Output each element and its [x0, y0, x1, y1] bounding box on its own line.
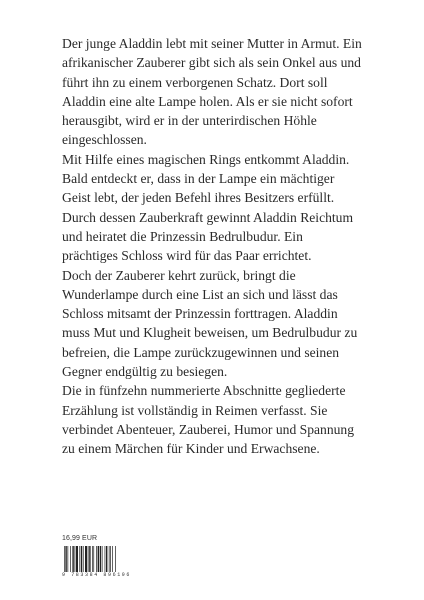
blurb-paragraph: Mit Hilfe eines magischen Rings entkommt Aladdin. Bald entdeckt er, dass in der Lampe ein mächtiger Geist lebt, der jeden Befehl ihres Besitzers erfüllt. Durch dessen Zauberkraft gewinnt Aladdin Reichtum und heiratet die Prinzessin Bedrulbudur. Ein prächtiges Schloss wird für das Paar errichtet. [62, 151, 354, 264]
blurb-paragraph: Die in fünfzehn nummerierte Abschnitte gegliederte Erzählung ist vollständig in Reimen verfasst. Sie verbindet Abenteuer, Zauberei, Humor und Spannung zu einem Märchen für Kinder und Erwachsene. [62, 383, 355, 457]
price-label: 16,99 EUR [62, 535, 98, 542]
blurb-paragraph: Der junge Aladdin lebt mit seiner Mutter in Armut. Ein afrikanischer Zauberer gibt sich als sein Onkel aus und führt ihn zu einem verborgenen Schatz. Dort soll Aladdin eine alte Lampe holen. Als er sie nicht sofort herausgibt, wird er in der unterirdischen Höhle eingeschlossen. [62, 36, 362, 148]
blurb-paragraph: Doch der Zauberer kehrt zurück, bringt die Wunderlampe durch eine List an sich und lässt das Schloss mitsamt der Prinzessin forttragen. Aladdin muss Mut und Klugheit beweisen, um Bedrulbudur zu befreien, die Lampe zurückzugewinnen und seinen Gegner endgültig zu besiegen. [62, 267, 358, 380]
barcode-digits: 9 783384 896196 [62, 572, 138, 578]
barcode-bars [62, 546, 138, 574]
blurb-text [62, 34, 362, 459]
